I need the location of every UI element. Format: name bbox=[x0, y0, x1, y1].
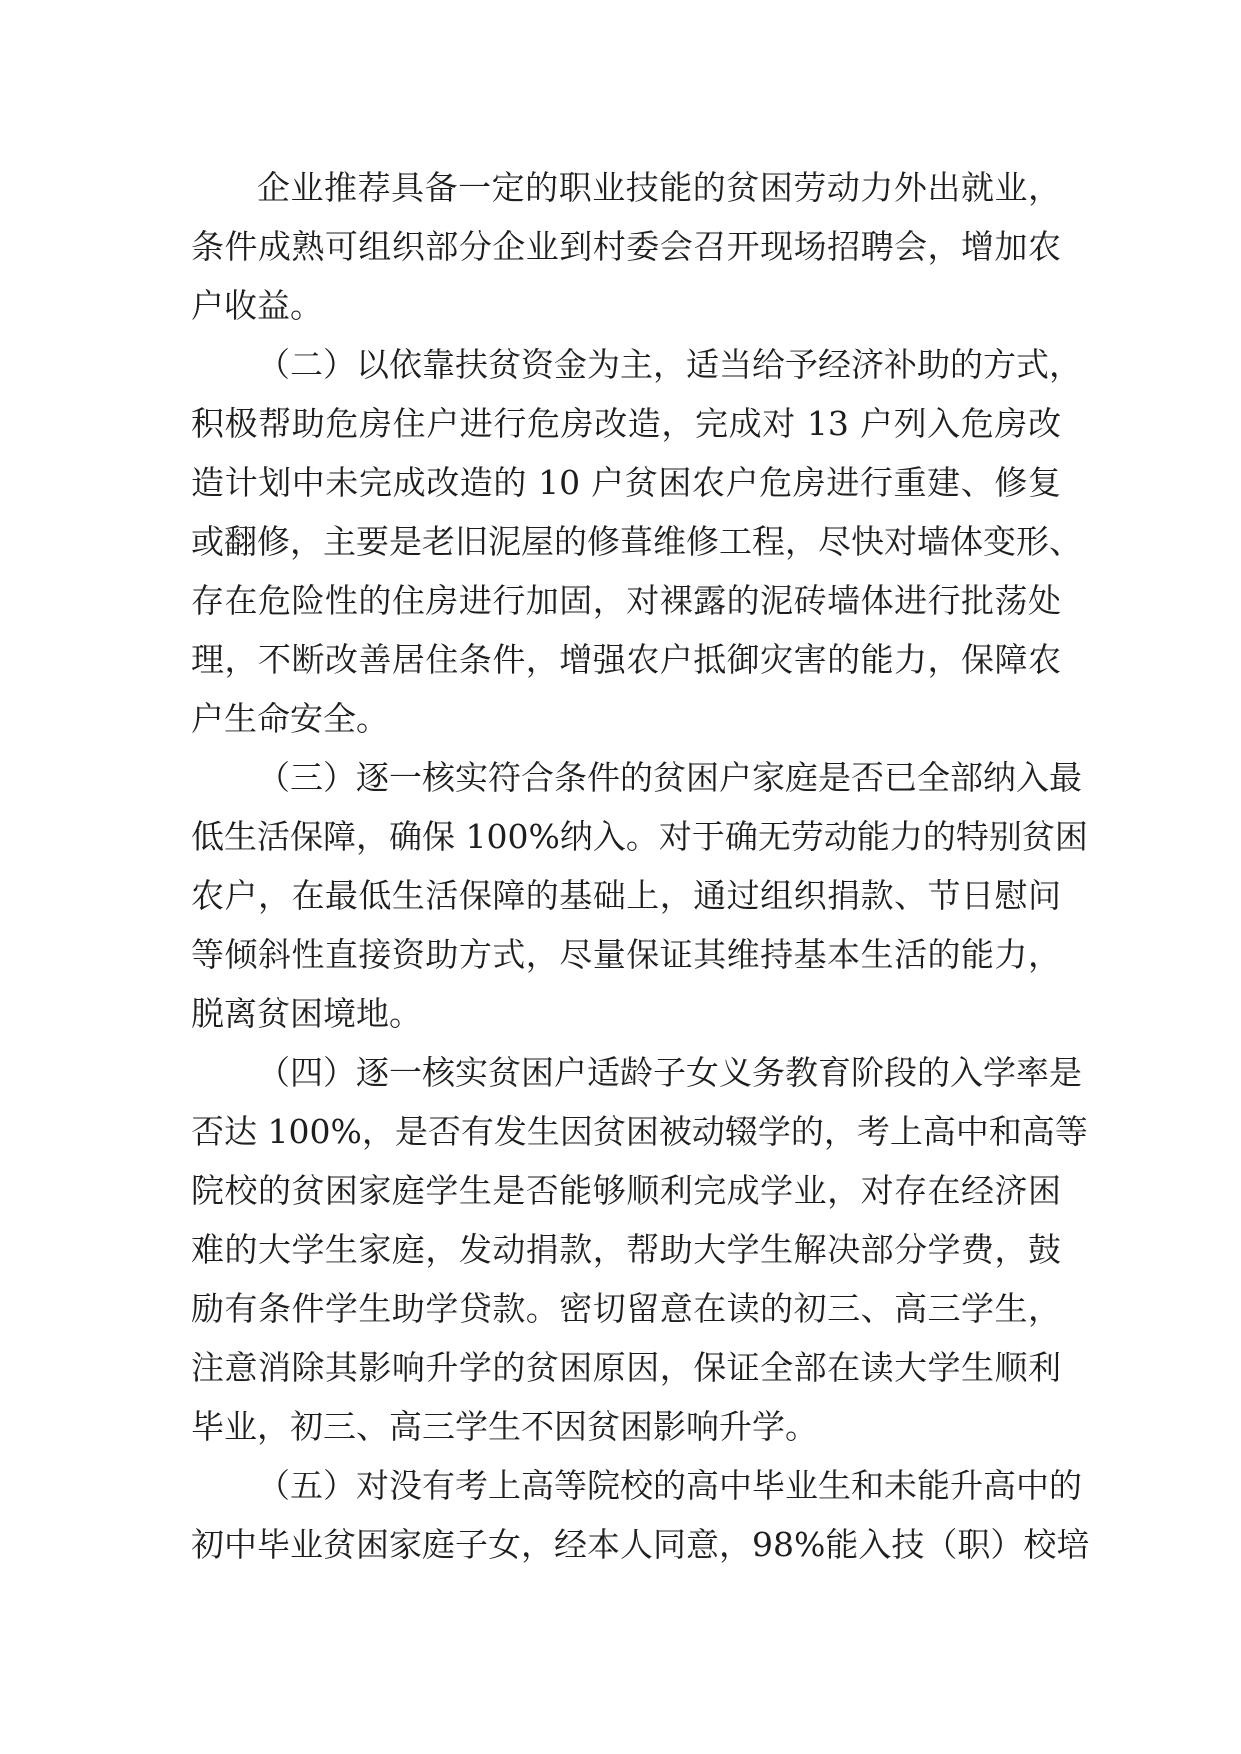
text-line: 励有条件学生助学贷款。密切留意在读的初三、高三学生， bbox=[191, 1289, 1061, 1328]
text-line: 农户，在最低生活保障的基础上，通过组织捐款、节日慰问 bbox=[191, 876, 1061, 915]
text-line: 积极帮助危房住户进行危房改造，完成对 13 户列入危房改 bbox=[191, 404, 1061, 443]
text-line: （三）逐一核实符合条件的贫困户家庭是否已全部纳入最 bbox=[257, 758, 1082, 797]
text-line: 院校的贫困家庭学生是否能够顺利完成学业，对存在经济困 bbox=[191, 1171, 1061, 1210]
text-line: 毕业，初三、高三学生不因贫困影响升学。 bbox=[191, 1407, 818, 1446]
document-body bbox=[191, 158, 1090, 1574]
text-line: 难的大学生家庭，发动捐款，帮助大学生解决部分学费，鼓 bbox=[191, 1230, 1061, 1269]
text-line: 否达 100%，是否有发生因贫困被动辍学的，考上高中和高等 bbox=[191, 1112, 1088, 1151]
text-line: 企业推荐具备一定的职业技能的贫困劳动力外出就业， bbox=[257, 168, 1061, 207]
text-line: （二）以依靠扶贫资金为主，适当给予经济补助的方式， bbox=[257, 345, 1082, 384]
text-line: 条件成熟可组织部分企业到村委会召开现场招聘会，增加农 bbox=[191, 227, 1061, 266]
text-line: （五）对没有考上高等院校的高中毕业生和未能升高中的 bbox=[257, 1466, 1082, 1505]
text-line: 等倾斜性直接资助方式，尽量保证其维持基本生活的能力， bbox=[191, 935, 1061, 974]
text-line: 注意消除其影响升学的贫困原因，保证全部在读大学生顺利 bbox=[191, 1348, 1061, 1387]
text-line: 理，不断改善居住条件，增强农户抵御灾害的能力，保障农 bbox=[191, 640, 1061, 679]
text-line: 初中毕业贫困家庭子女，经本人同意，98%能入技（职）校培 bbox=[191, 1525, 1090, 1564]
text-line: 存在危险性的住房进行加固，对裸露的泥砖墙体进行批荡处 bbox=[191, 581, 1061, 620]
text-line: 低生活保障，确保 100%纳入。对于确无劳动能力的特别贫困 bbox=[191, 817, 1088, 856]
text-line: 造计划中未完成改造的 10 户贫困农户危房进行重建、修复 bbox=[191, 463, 1061, 502]
text-line: 户收益。 bbox=[191, 286, 323, 325]
text-line: （四）逐一核实贫困户适龄子女义务教育阶段的入学率是 bbox=[257, 1053, 1082, 1092]
text-line: 或翻修，主要是老旧泥屋的修葺维修工程，尽快对墙体变形、 bbox=[191, 522, 1082, 561]
text-line: 脱离贫困境地。 bbox=[191, 994, 422, 1033]
text-line: 户生命安全。 bbox=[191, 699, 389, 738]
